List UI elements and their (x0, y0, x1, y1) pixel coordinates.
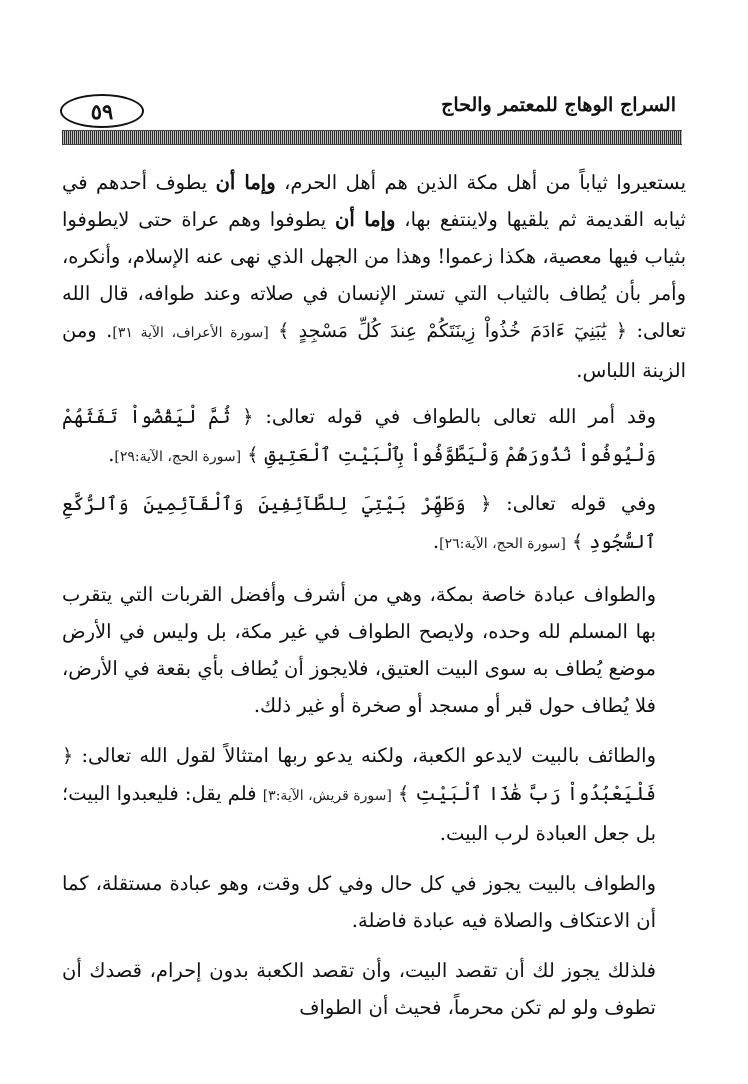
paragraph-7: فلذلك يجوز لك أن تقصد البيت، وأن تقصد الكعبة بدون إحرام، قصدك أن تطوف ولو لم تكن محرماً، فحيث أن الطواف (62, 959, 656, 1019)
page-number: ٥٩ (60, 94, 144, 128)
text: وقد أمر الله تعالى بالطواف في قوله تعالى: (253, 405, 656, 428)
text: . ومن الزينة اللباس. (62, 319, 686, 382)
header-rule (62, 130, 682, 145)
text: يستعيروا ثياباً من أهل مكة الذين هم أهل الحرم، (275, 171, 686, 194)
quran-verse: ﴿ وَطَهِّرْ بَيْتِيَ لِلطَّآئِفِينَ وَٱلْقَآئِمِينَ وَٱلرُّكَّعِ ٱلسُّجُودِ ﴾ (62, 493, 656, 553)
text: يطوف أحدهم في ثيابه القديمة ثم يلقيها ولاينتفع بها، (62, 171, 686, 231)
text: . (108, 443, 115, 466)
verse-reference: [سورة الحج، الآية:٢٩] (114, 449, 242, 465)
emphasis: وإما أن (335, 208, 396, 231)
text: وفي قوله تعالى: (491, 492, 656, 515)
book-title: السراج الوهاج للمعتمر والحاج (441, 94, 676, 116)
text: . (432, 530, 440, 553)
verse-reference: [سورة الأعراف، الآية ٣١] (112, 325, 269, 341)
paragraph-4: والطواف عبادة خاصة بمكة، وهي من أشرف وأفضل القربات التي يتقرب بها المسلم لله وحده، ولايصح الطواف في غير مكة، بل وليس في الأرض موضع يُطاف به سوى البيت العتيق، فلايجوز أن يُطاف بأي بقعة في الأرض، فلا يُطاف حول قبر أو مسجد أو صخرة أو غير ذلك. (62, 583, 656, 717)
paragraph-3 (62, 485, 686, 563)
text: فلم يقل: فليعبدوا البيت؛ بل جعل العبادة لرب البيت. (62, 782, 656, 845)
paragraph-5 (62, 737, 686, 852)
paragraph-1 (62, 164, 686, 389)
text: يطوفوا وهم عراة حتى لايطوفوا بثياب فيها معصية، هكذا زعموا! وهذا من الجهل الذي نهى عنه الإسلام، وأنكره، وأمر بأن يُطاف بالثياب التي تستر الإنسان في صلاته وعند طوافه، قال الله تعالى: (62, 208, 686, 342)
verse-reference: [سورة الحج، الآية:٢٦] (439, 536, 566, 552)
paragraph-6: والطواف بالبيت يجوز في كل حال وفي كل وقت، وهو عبادة مستقلة، كما أن الاعتكاف والصلاة فيه عبادة فاضلة. (62, 872, 656, 932)
quran-verse: ﴿ ثُمَّ لْيَقْضُواْ تَفَثَهُمْ وَلْيُوفُواْ نُذُورَهُمْ وَلْيَطَّوَّفُواْ بِٱلْبَيْتِ ٱلْعَتِيقِ ﴾ (62, 406, 656, 466)
page-body (62, 164, 686, 1035)
quran-verse: ﴿ يَٰبَنِيٓ ءَادَمَ خُذُواْ زِينَتَكُمْ عِندَ كُلِّ مَسْجِدٍ ﴾ (278, 320, 627, 342)
quran-verse: ﴿ فَلْيَعْبُدُواْ رَبَّ هَٰذَا ٱلْبَيْتِ ﴾ (62, 745, 656, 805)
paragraph-2 (62, 398, 686, 476)
emphasis: وإما أن (215, 171, 276, 194)
verse-reference: [سورة قريش، الآية:٣] (262, 788, 392, 804)
text: والطائف بالبيت لايدعو الكعبة، ولكنه يدعو ربها امتثالاً لقول الله تعالى: (73, 744, 656, 767)
